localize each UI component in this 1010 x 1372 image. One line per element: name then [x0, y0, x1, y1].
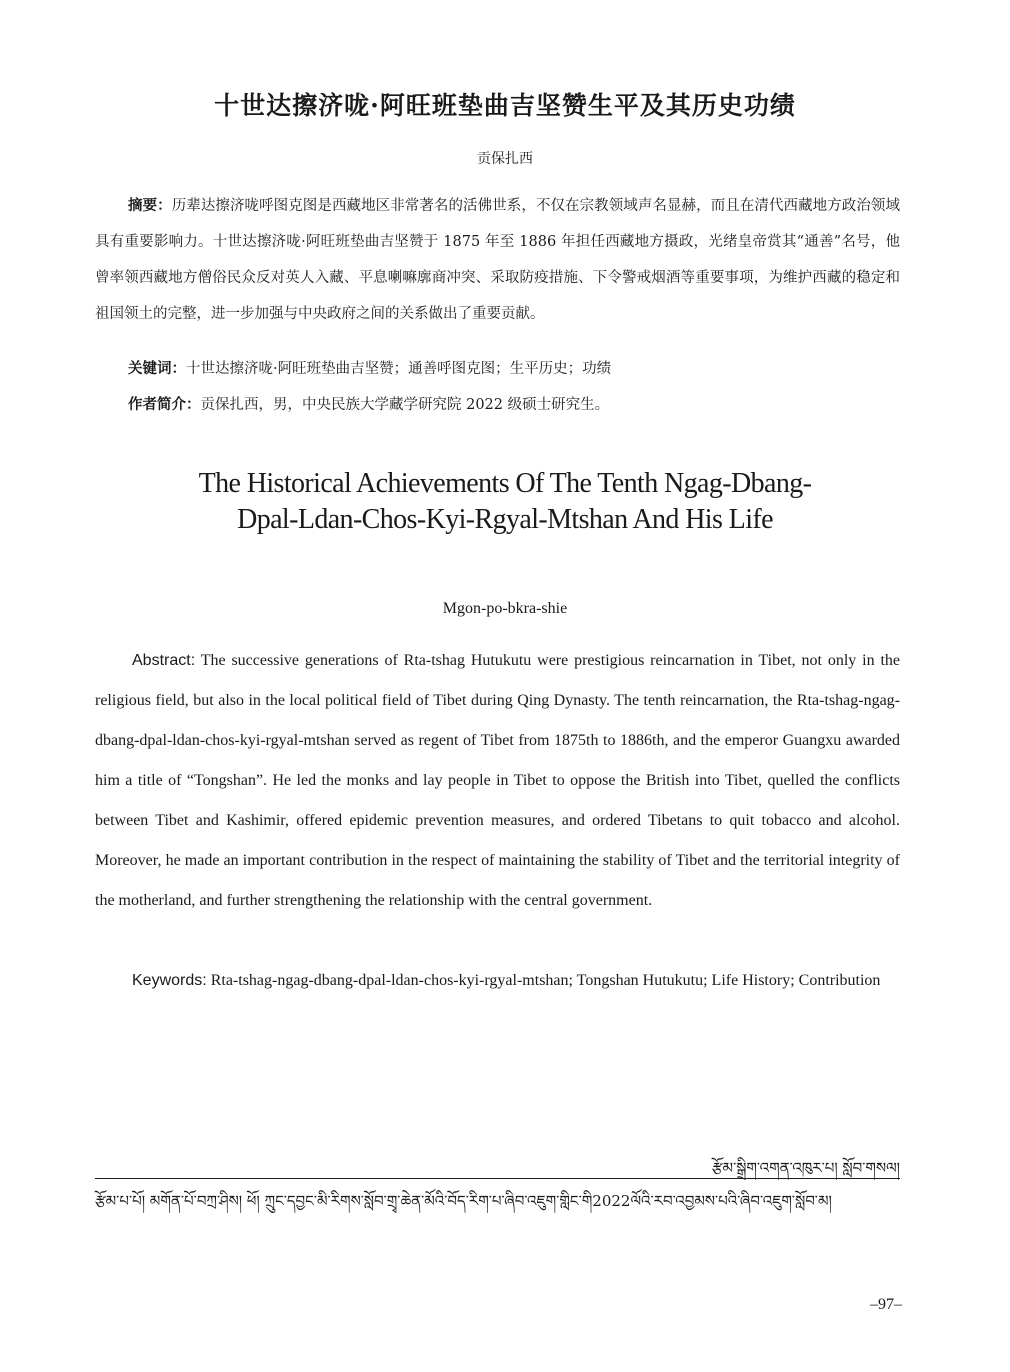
- chinese-abstract-label: 摘要：: [128, 198, 172, 214]
- english-title-line-1: The Historical Achievements Of The Tenth Ngag-Dbang-: [198, 468, 812, 499]
- chinese-keywords-label: 关键词：: [128, 361, 186, 377]
- chinese-author-info-label: 作者简介：: [128, 397, 201, 413]
- chinese-author-info-text: 贡保扎西，男，中央民族大学藏学研究院 2022 级硕士研究生。: [200, 397, 610, 413]
- chinese-keywords: [95, 352, 933, 386]
- english-abstract-text: The successive generations of Rta-tshag Hutukutu were prestigious reincarnation in Tibet, not only in the religious field, but also in the local political field of Tibet during Qing Dynasty. The tenth reincarnation, the Rta-tshag-ngag-dbang-dpal-ldan-chos-kyi-rgyal-mtshan served as regent of Tibet from 1875th to 1886th, and the emperor Guangxu awarded him a title of “Tongshan”. He led the monks and lay people in Tibet to oppose the British into Tibet, quelled the conflicts between Tibet and Kashimir, offered epidemic prevention measures, and ordered Tibetans to quit tobacco and alcohol. Moreover, he made an important contribution in the respect of maintaining the stability of Tibet and the territorial integrity of the motherland, and further strengthening the relationship with the central government.: [95, 652, 900, 909]
- chinese-abstract: [95, 188, 900, 332]
- chinese-keywords-text: 十世达擦济咙·阿旺班垫曲吉坚赞；通善呼图克图；生平历史；功绩: [186, 361, 612, 377]
- footnote-divider: [95, 1178, 900, 1179]
- english-title: [0, 466, 1010, 538]
- english-author: Mgon-po-bkra-shie: [442, 600, 568, 617]
- chinese-author: 贡保扎西: [477, 151, 533, 167]
- english-abstract: [95, 641, 900, 921]
- english-keywords: [95, 961, 900, 1001]
- tibetan-author-footnote: རྩོམ་པ་པོ། མགོན་པོ་བཀྲ་ཤིས། ཕོ། ཀྲུང་དབྱང་མི་རིགས་སློབ་གྲྭ་ཆེན་མོའི་བོད་རིག་པ་ཞིབ་འཇུག་གླིང་གི2022ལོའི་རབ་འབྱམས་པའི་ཞིབ་འཇུག་སློབ་མ།: [95, 1192, 832, 1210]
- english-abstract-label: Abstract:: [132, 652, 196, 669]
- english-title-line-2: Dpal-Ldan-Chos-Kyi-Rgyal-Mtshan And His Life: [237, 504, 773, 535]
- english-keywords-label: Keywords:: [132, 972, 207, 989]
- page-number: –97–: [870, 1296, 902, 1313]
- tibetan-editor-note: རྩོམ་སྒྲིག་འགན་འཁུར་པ། སློབ་གསལ།: [711, 1159, 900, 1177]
- chinese-author-info: [95, 388, 933, 422]
- english-keywords-text: Rta-tshag-ngag-dbang-dpal-ldan-chos-kyi-rgyal-mtshan; Tongshan Hutukutu; Life History; Contribution: [210, 972, 881, 989]
- chinese-title: 十世达擦济咙·阿旺班垫曲吉坚赞生平及其历史功绩: [214, 91, 796, 120]
- chinese-abstract-text: 历辈达擦济咙呼图克图是西藏地区非常著名的活佛世系，不仅在宗教领域声名显赫，而且在清代西藏地方政治领域具有重要影响力。十世达擦济咙·阿旺班垫曲吉坚赞于 1875 年至 1886 年担任西藏地方摄政，光绪皇帝赏其“通善”名号，他曾率领西藏地方僧俗民众反对英人入藏、平息喇嘛廓商冲突、采取防疫措施、下令警戒烟酒等重要事项，为维护西藏的稳定和祖国领土的完整，进一步加强与中央政府之间的关系做出了重要贡献。: [95, 198, 900, 322]
